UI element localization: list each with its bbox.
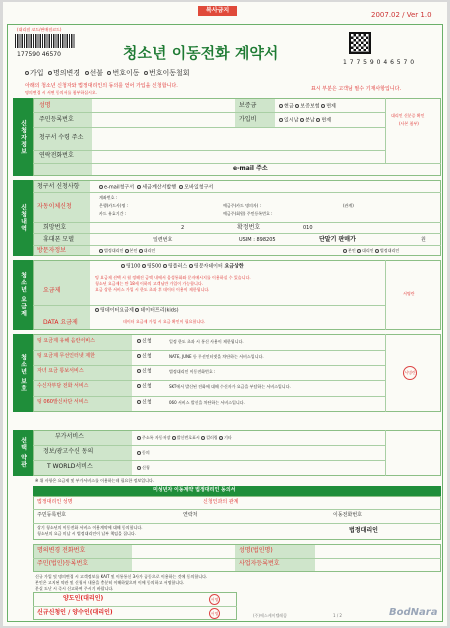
deposit-options[interactable]: 현금 보증보험 면제 bbox=[279, 104, 336, 110]
tr-row-r0: 성명(법인명) bbox=[239, 547, 273, 554]
extra-bottom-note: ※ 위 사항은 요금제 및 부가서비스를 이용하는데 필요한 정보입니다. bbox=[35, 478, 155, 483]
extra-opts-2[interactable]: 신청 bbox=[137, 466, 150, 470]
svc-opt-4[interactable]: 신청 bbox=[137, 400, 152, 406]
extra-opts-0[interactable]: 주소록 자동저장 발신번호표시 컬러링 기타 bbox=[137, 436, 232, 440]
data-note: 데이터 요금제 가입 시 요금 확인이 필요합니다. bbox=[123, 319, 206, 324]
guardian-header: 미성년자 이동계약 법정대리인 동의서 bbox=[153, 487, 236, 493]
sig-stamp-1[interactable]: 서명 bbox=[209, 608, 220, 619]
plan-label: 요금제 bbox=[43, 287, 61, 294]
svc-note-3: SKT에서 발신된 전화에 대해 수신자가 요금을 부담하는 서비스입니다. bbox=[169, 384, 291, 389]
intro-line2: 명의변경 시 서면 동의서를 첨부하십시오. bbox=[25, 90, 98, 95]
barcode-right-number: 1 7 7 5 9 0 4 6 5 7 0 bbox=[343, 59, 415, 66]
g-mobile-label: 이동전화번호 bbox=[333, 512, 362, 518]
version: 2007.02 / Ver 1.0 bbox=[371, 11, 432, 19]
tr-row-r1: 사업자등록번호 bbox=[239, 560, 280, 567]
svc-opt-2[interactable]: 신청 bbox=[137, 369, 152, 375]
plan-note3: 요금 상한 서비스 가입 시 한도 초과 후 데이터 이용이 제한됩니다. bbox=[95, 287, 210, 292]
sale-label: 단말기 판매가 bbox=[319, 236, 356, 243]
deposit-label: 보증금 bbox=[239, 102, 257, 109]
auto-item-bank: 은행(카드사)명 : bbox=[99, 203, 128, 208]
g-contact-label: 연락처 bbox=[183, 512, 198, 518]
id-label: 주민등록번호 bbox=[39, 116, 74, 123]
relation-label: (관계) bbox=[343, 203, 354, 208]
auto-item-expiry: 카드 유효기간 : bbox=[99, 211, 127, 216]
watermark-logo: BodNara bbox=[389, 607, 438, 618]
name-label: 성명 bbox=[39, 102, 51, 109]
svc-opt-3[interactable]: 신청 bbox=[137, 384, 152, 390]
customer-side-label: 신청자정보 bbox=[13, 98, 33, 176]
plan-side-label: 청소년 요금제 bbox=[13, 260, 33, 330]
g-sign-label: 법정대리인 bbox=[349, 527, 378, 534]
addr-label: 청구서 수령 주소 bbox=[39, 134, 84, 141]
g-id-label: 주민등록번호 bbox=[37, 512, 66, 518]
svc-label-4: 팅 060발신차단 서비스 bbox=[37, 399, 89, 405]
footer-company: (주)에스케이텔레콤 bbox=[253, 613, 288, 618]
phone-value: 2 bbox=[181, 225, 185, 231]
bill-method-label: 청구서 신청사항 bbox=[37, 183, 80, 190]
g-name-label: 법정대리인 성명 bbox=[37, 499, 73, 505]
auto-item-account: 계좌번호 : bbox=[99, 195, 118, 200]
confirm-value: 010 bbox=[303, 225, 313, 231]
plan-note2: 청소년 요금제는 만 18세 이하의 고객님만 가입이 가능합니다. bbox=[95, 281, 203, 286]
required-note: 표시 부분은 고객님 필수 기재사항입니다. bbox=[311, 86, 402, 92]
auto-item-holder-id: 예금주(회원) 주민등록번호 : bbox=[223, 211, 273, 216]
g-note2: 청소년의 요금 미납 시 법정대리인이 납부 책임을 집니다. bbox=[37, 531, 137, 536]
tr-row-0: 명의변경 전화번호 bbox=[37, 547, 86, 554]
svc-note-4: 060 서비스 발신을 차단하는 서비스입니다. bbox=[169, 400, 245, 405]
page-title: 청소년 이동전화 계약서 bbox=[123, 44, 279, 62]
services-side-label: 청소년 보호 bbox=[13, 334, 33, 412]
id-check-note2: (사본 첨부) bbox=[399, 121, 419, 126]
svc-label-3: 수신자부담 전화 서비스 bbox=[37, 383, 89, 389]
svc-note-0: 일정 한도 초과 시 통신 사용이 제한됩니다. bbox=[169, 339, 244, 344]
extra-label-0: 부가서비스 bbox=[55, 433, 84, 440]
won-unit: 원 bbox=[421, 237, 426, 243]
tr-note3: 분실 도난 시 즉시 신고하여 주시기 바랍니다. bbox=[35, 586, 114, 591]
extra-opts-1[interactable]: 동의 bbox=[137, 451, 150, 455]
data-options[interactable]: 팅데이터요금제 데이터프리(kids) bbox=[95, 308, 179, 314]
plan-section bbox=[33, 260, 441, 330]
g-note1: 상기 청소년의 이동전화 서비스 이용계약에 대해 동의합니다. bbox=[37, 525, 143, 530]
id-check-note: 대리인 신분증 확인 bbox=[391, 113, 425, 118]
plan-sign: 서명란 bbox=[403, 291, 415, 296]
barcode-left-number: 177590 46570 bbox=[17, 51, 61, 58]
banner: 복사금지 bbox=[198, 6, 237, 16]
model-label: 휴대폰 모델 bbox=[43, 236, 74, 243]
visit-label: 방문자정보 bbox=[37, 247, 66, 254]
confirm-label: 확정번호 bbox=[237, 224, 261, 231]
tr-note1: 신규 가입 및 명의변경 시 고객정보를 KAIT 및 이통통신 3사가 공동으로 이용하는 것에 동의합니다. bbox=[35, 574, 208, 579]
footer-page: 1 / 2 bbox=[333, 613, 342, 618]
radio-new[interactable]: 가입 bbox=[25, 69, 44, 77]
sig-row-1: 신규신청인 / 양수인(대리인) bbox=[37, 609, 113, 616]
radio-port-cancel[interactable]: 번호이동철회 bbox=[144, 69, 190, 77]
email-label: e-mail 주소 bbox=[233, 165, 268, 172]
auto-pay-label: 자동이체신청 bbox=[37, 203, 72, 210]
svc-note-2: 법정대리인 이동전화번호 : bbox=[169, 369, 216, 374]
svc-opt-1[interactable]: 신청 bbox=[137, 354, 152, 360]
sign-stamp-services: 서명란 bbox=[403, 366, 417, 380]
qr-code bbox=[349, 32, 371, 54]
serial-label: 일련번호 bbox=[153, 237, 173, 243]
radio-prepaid[interactable]: 선불 bbox=[85, 69, 104, 77]
intro-line1: 아래의 청소년 신청자와 법정대리인의 동의를 얻어 가입을 신청합니다. bbox=[25, 83, 178, 89]
small-note: (대리점 코드/판매점코드) bbox=[17, 27, 62, 32]
svc-label-2: 자녀 요금 통보서비스 bbox=[37, 368, 84, 374]
extra-label-2: T WORLD서비스 bbox=[47, 463, 93, 470]
extra-side-label: 선택 약관 bbox=[13, 430, 33, 476]
bill-options[interactable]: e-mail청구서 세금계산서발행 모바일청구서 bbox=[99, 185, 213, 191]
contract-page bbox=[3, 2, 447, 626]
radio-port[interactable]: 번호이동 bbox=[107, 69, 139, 77]
contact-label: 연락전화번호 bbox=[39, 152, 74, 159]
tr-row-1: 주민(법인)등록번호 bbox=[37, 560, 89, 567]
usim-label: USIM : 898205 bbox=[239, 237, 276, 243]
svc-label-0: 팅 요금제 유해 음란서비스 bbox=[37, 338, 95, 344]
extra-label-1: 정보/광고수신 동의 bbox=[43, 448, 94, 455]
sig-stamp-0[interactable]: 서명 bbox=[209, 594, 220, 605]
joinfee-options[interactable]: 일시납 분납 면제 bbox=[279, 118, 331, 124]
visit-right[interactable]: 본인 대리인 법정대리인 bbox=[343, 249, 399, 253]
left-barcode bbox=[15, 34, 75, 48]
sig-row-0: 양도인(대리인) bbox=[63, 595, 104, 602]
apply-type-row bbox=[25, 70, 190, 77]
g-rel-label: 신청인과의 관계 bbox=[203, 499, 239, 505]
svc-label-1: 팅 요금제 무선인터넷 제한 bbox=[37, 353, 95, 359]
tr-note2: 본인은 고지된 약관 및 신청서 내용을 충분히 이해하였으며 이에 동의하고 서명합니다. bbox=[35, 580, 185, 585]
joinfee-label: 가입비 bbox=[239, 116, 257, 123]
svc-opt-0[interactable]: 신청 bbox=[137, 339, 152, 345]
visit-options[interactable]: 법정대리인 본인 대리인 bbox=[99, 249, 155, 253]
billing-side-label: 신청내역 bbox=[13, 180, 33, 256]
radio-transfer[interactable]: 명의변경 bbox=[48, 69, 80, 77]
plan-options[interactable]: 팅100 팅500 팅플러스 팅문자데이터 요금상한 bbox=[121, 264, 244, 270]
data-label: DATA 요금제 bbox=[43, 319, 78, 326]
phone-label: 희망번호 bbox=[43, 224, 67, 231]
plan-note1: 팅 요금제 선택 시 월 정해진 금액 내에서 음성통화와 문자메시지를 이용하실 수 있습니다. bbox=[95, 275, 251, 280]
auto-item-holder: 예금주(카드 명의자) : bbox=[223, 203, 261, 208]
svc-note-1: NATE, JUNE 등 무선인터넷을 차단하는 서비스입니다. bbox=[169, 354, 264, 359]
